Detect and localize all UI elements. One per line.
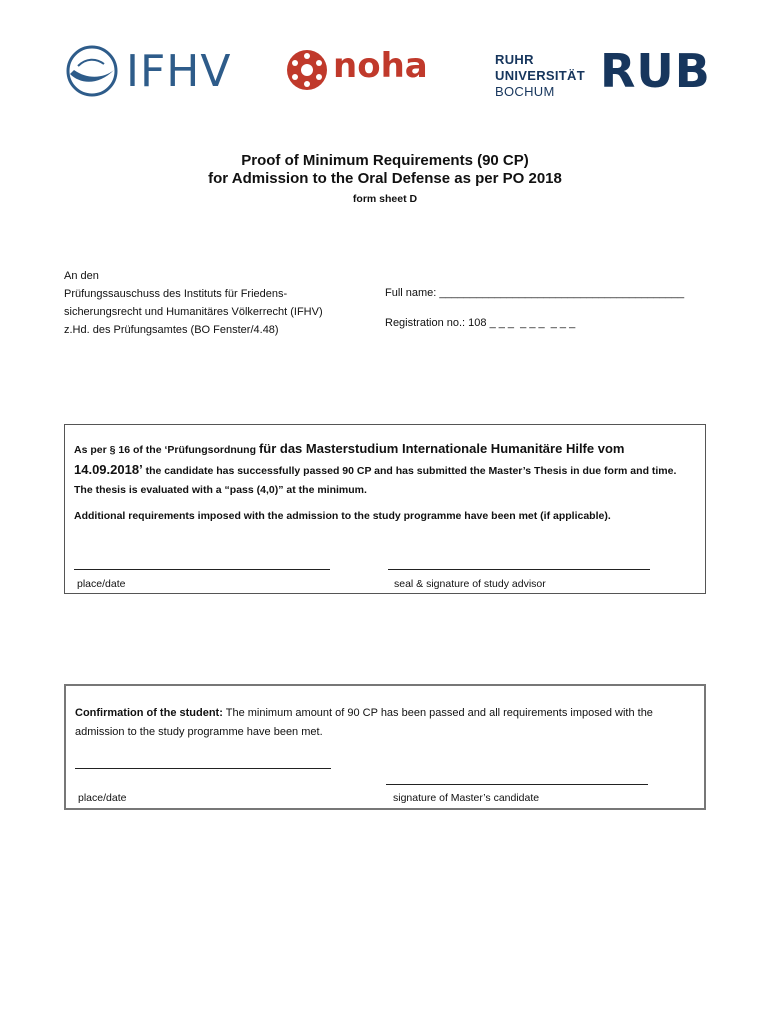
advisor-signature-line[interactable] [388,569,650,570]
noha-wordmark: noha [333,46,428,86]
ruhr-line-3: BOCHUM [495,84,555,99]
student-place-date-line[interactable] [75,768,331,769]
student-statement-lead: Confirmation of the student: [75,707,223,719]
student-place-date-label: place/date [78,792,127,804]
student-signature-line[interactable] [386,784,648,785]
rub-logo: RUB [600,44,711,98]
advisor-signature-label: seal & signature of study advisor [394,578,546,590]
ruhr-line-1: RUHR [495,52,534,67]
ruhr-universitaet-logo [495,52,585,100]
advisor-statement-part-3: the candidate has successfully passed 90 CP and has submitted the Master’s Thesis in due form and time. The thesis is evaluated with a “pass (4,0)” at the minimum. [74,465,677,496]
student-statement-text: The minimum amount of 90 CP has been passed and all requirements imposed with the admission to the study programme have been met. [75,707,653,738]
full-name-field[interactable]: Full name: ________________________________________ [385,287,685,299]
candidate-fields [385,287,684,347]
noha-logo [285,48,430,92]
address-line-4: z.Hd. des Prüfungsamtes (BO Fenster/4.48) [64,324,279,336]
student-signature-label: signature of Master’s candidate [393,792,540,804]
document-title [0,152,770,188]
noha-emblem-icon [285,48,329,92]
advisor-place-date-label: place/date [77,578,126,590]
ifhv-globe-icon [64,44,120,98]
address-line-3: sicherungsrecht und Humanitäres Völkerrecht (IFHV) [64,306,323,318]
advisor-statement-part-2: für das Masterstudium Internationale Humanitäre Hilfe vom 14.09.2018’ [74,441,625,477]
student-confirmation-box [64,684,706,810]
address-line-2: Prüfungssauschuss des Instituts für Friedens- [64,288,288,300]
advisor-place-date-line[interactable] [74,569,330,570]
ifhv-wordmark: IFHV [126,46,232,97]
title-line-1: Proof of Minimum Requirements (90 CP) [241,152,529,169]
advisor-statement-part-1: As per § 16 of the ‘Prüfungsordnung [74,444,259,456]
recipient-address [64,267,384,339]
registration-number-field[interactable]: Registration no.: 108 _ _ _ _ _ _ _ _ _ [385,317,576,329]
ruhr-line-2: UNIVERSITÄT [495,68,585,83]
form-sheet-label: form sheet D [352,193,418,205]
address-line-1: An den [64,270,99,282]
advisor-confirmation-box [64,424,706,594]
advisor-statement [74,439,694,500]
ifhv-logo [64,44,236,98]
title-line-2: for Admission to the Oral Defense as per PO 2018 [208,170,562,187]
additional-requirements-statement: Additional requirements imposed with the admission to the study programme have been met (if applicable). [74,510,611,522]
student-statement [75,704,705,742]
